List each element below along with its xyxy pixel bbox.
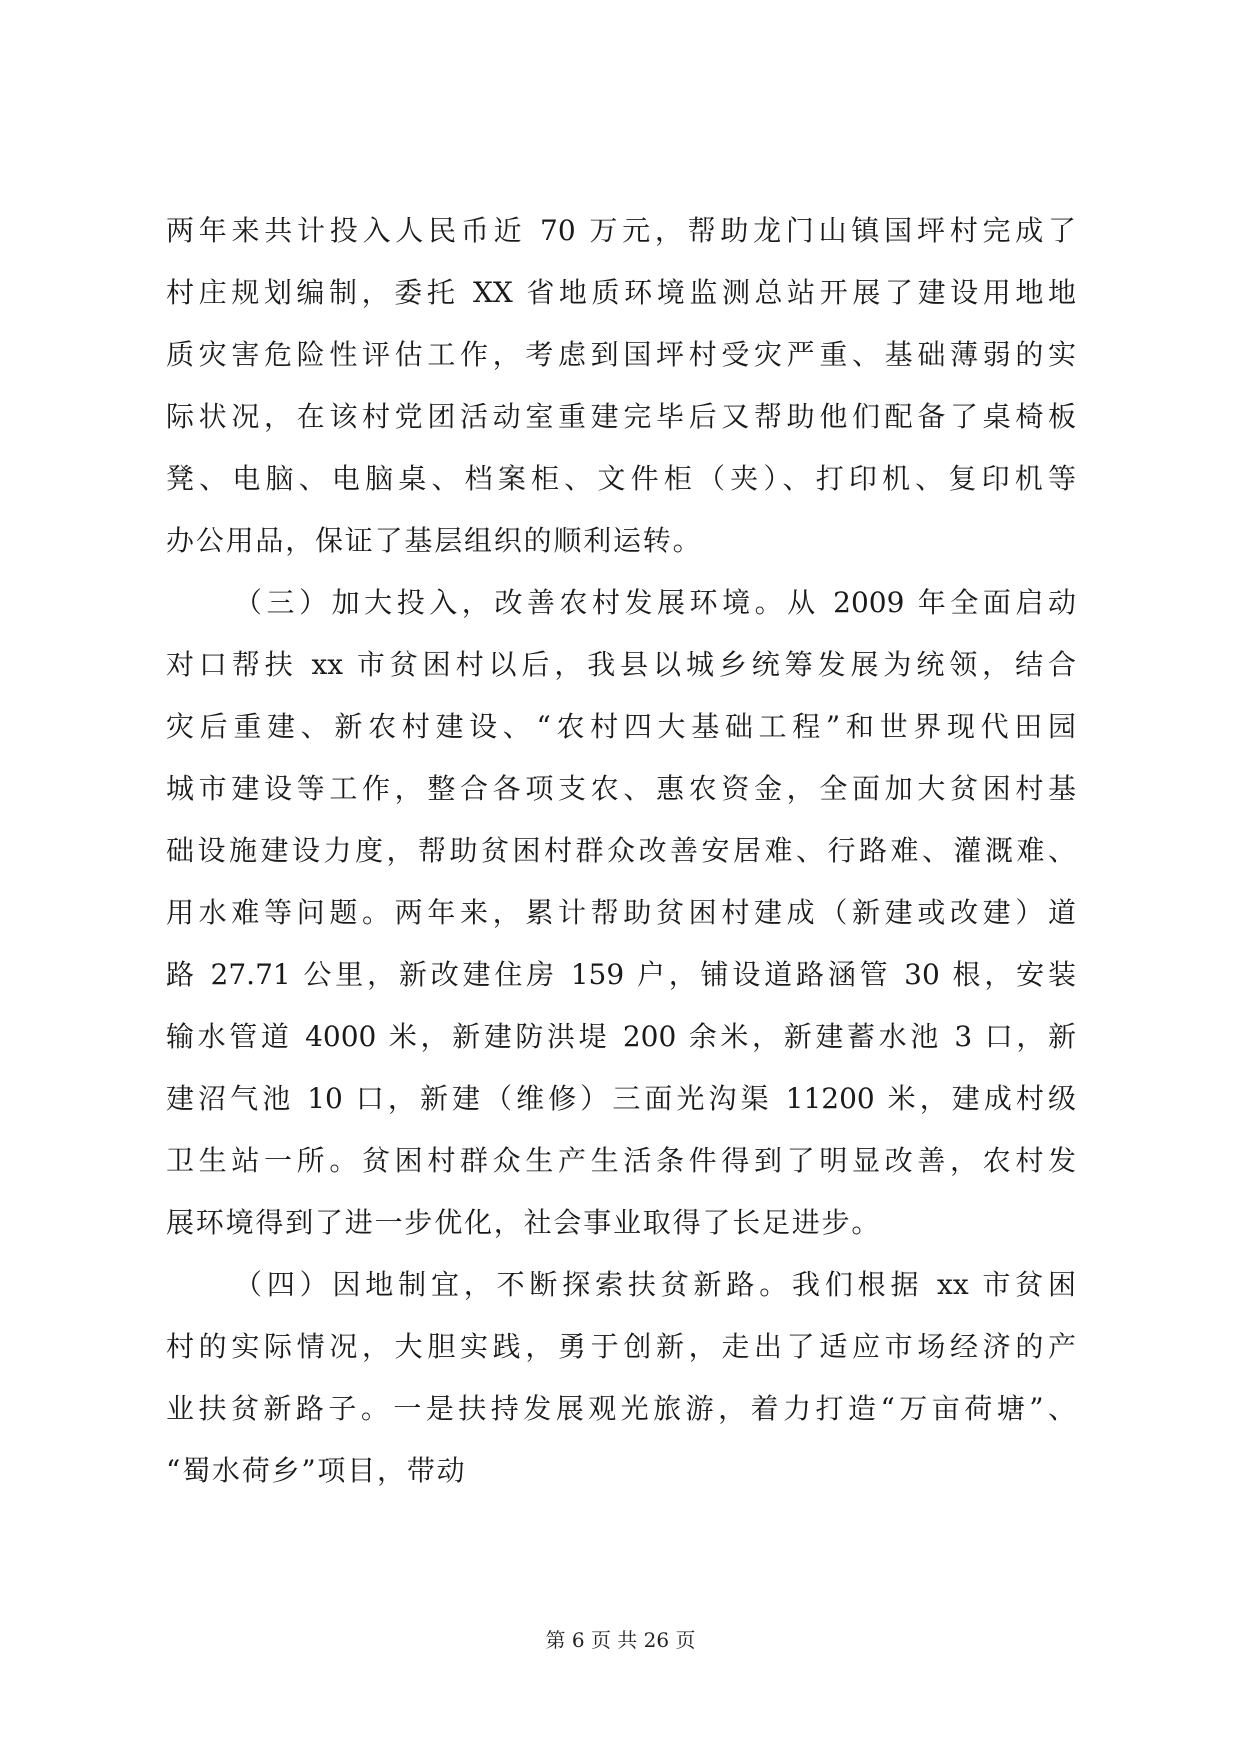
- text-line: 灾后重建、新农村建设、“农村四大基础工程”和世界现代田园: [166, 710, 1076, 743]
- text-line: 村庄规划编制，委托 XX 省地质环境监测总站开展了建设用地地: [166, 276, 1076, 309]
- document-body: [166, 200, 1076, 1502]
- text-line: 质灾害危险性评估工作，考虑到国坪村受灾严重、基础薄弱的实: [166, 338, 1076, 371]
- text-line: 建沼气池 10 口，新建（维修）三面光沟渠 11200 米，建成村级: [166, 1082, 1076, 1115]
- text-line: “蜀水荷乡”项目，带动: [166, 1454, 467, 1487]
- text-line: 卫生站一所。贫困村群众生产生活条件得到了明显改善，农村发: [166, 1144, 1076, 1177]
- text-line: 办公用品，保证了基层组织的顺利运转。: [166, 524, 703, 557]
- text-line: 城市建设等工作，整合各项支农、惠农资金，全面加大贫困村基: [166, 772, 1076, 805]
- paragraph-heading-line: （四）因地制宜，不断探索扶贫新路。我们根据 xx 市贫困: [234, 1268, 1076, 1301]
- text-line: 业扶贫新路子。一是扶持发展观光旅游，着力打造“万亩荷塘”、: [166, 1392, 1076, 1425]
- text-line: 村的实际情况，大胆实践，勇于创新，走出了适应市场经济的产: [166, 1330, 1076, 1363]
- text-line: 输水管道 4000 米，新建防洪堤 200 余米，新建蓄水池 3 口，新: [166, 1020, 1076, 1053]
- page-number-footer: 第 6 页 共 26 页: [545, 1628, 696, 1652]
- text-line: 路 27.71 公里，新改建住房 159 户，铺设道路涵管 30 根，安装: [166, 958, 1076, 991]
- text-line: 用水难等问题。两年来，累计帮助贫困村建成（新建或改建）道: [166, 896, 1076, 929]
- text-line: 础设施建设力度，帮助贫困村群众改善安居难、行路难、灌溉难、: [166, 834, 1076, 867]
- paragraph-heading-line: （三）加大投入，改善农村发展环境。从 2009 年全面启动: [234, 586, 1076, 619]
- text-line: 对口帮扶 xx 市贫困村以后，我县以城乡统筹发展为统领，结合: [166, 648, 1076, 681]
- text-line: 凳、电脑、电脑桌、档案柜、文件柜（夹）、打印机、复印机等: [166, 462, 1076, 495]
- text-line: 两年来共计投入人民币近 70 万元，帮助龙门山镇国坪村完成了: [166, 214, 1076, 247]
- text-line: 际状况，在该村党团活动室重建完毕后又帮助他们配备了桌椅板: [166, 400, 1076, 433]
- text-line: 展环境得到了进一步优化，社会事业取得了长足进步。: [166, 1206, 882, 1239]
